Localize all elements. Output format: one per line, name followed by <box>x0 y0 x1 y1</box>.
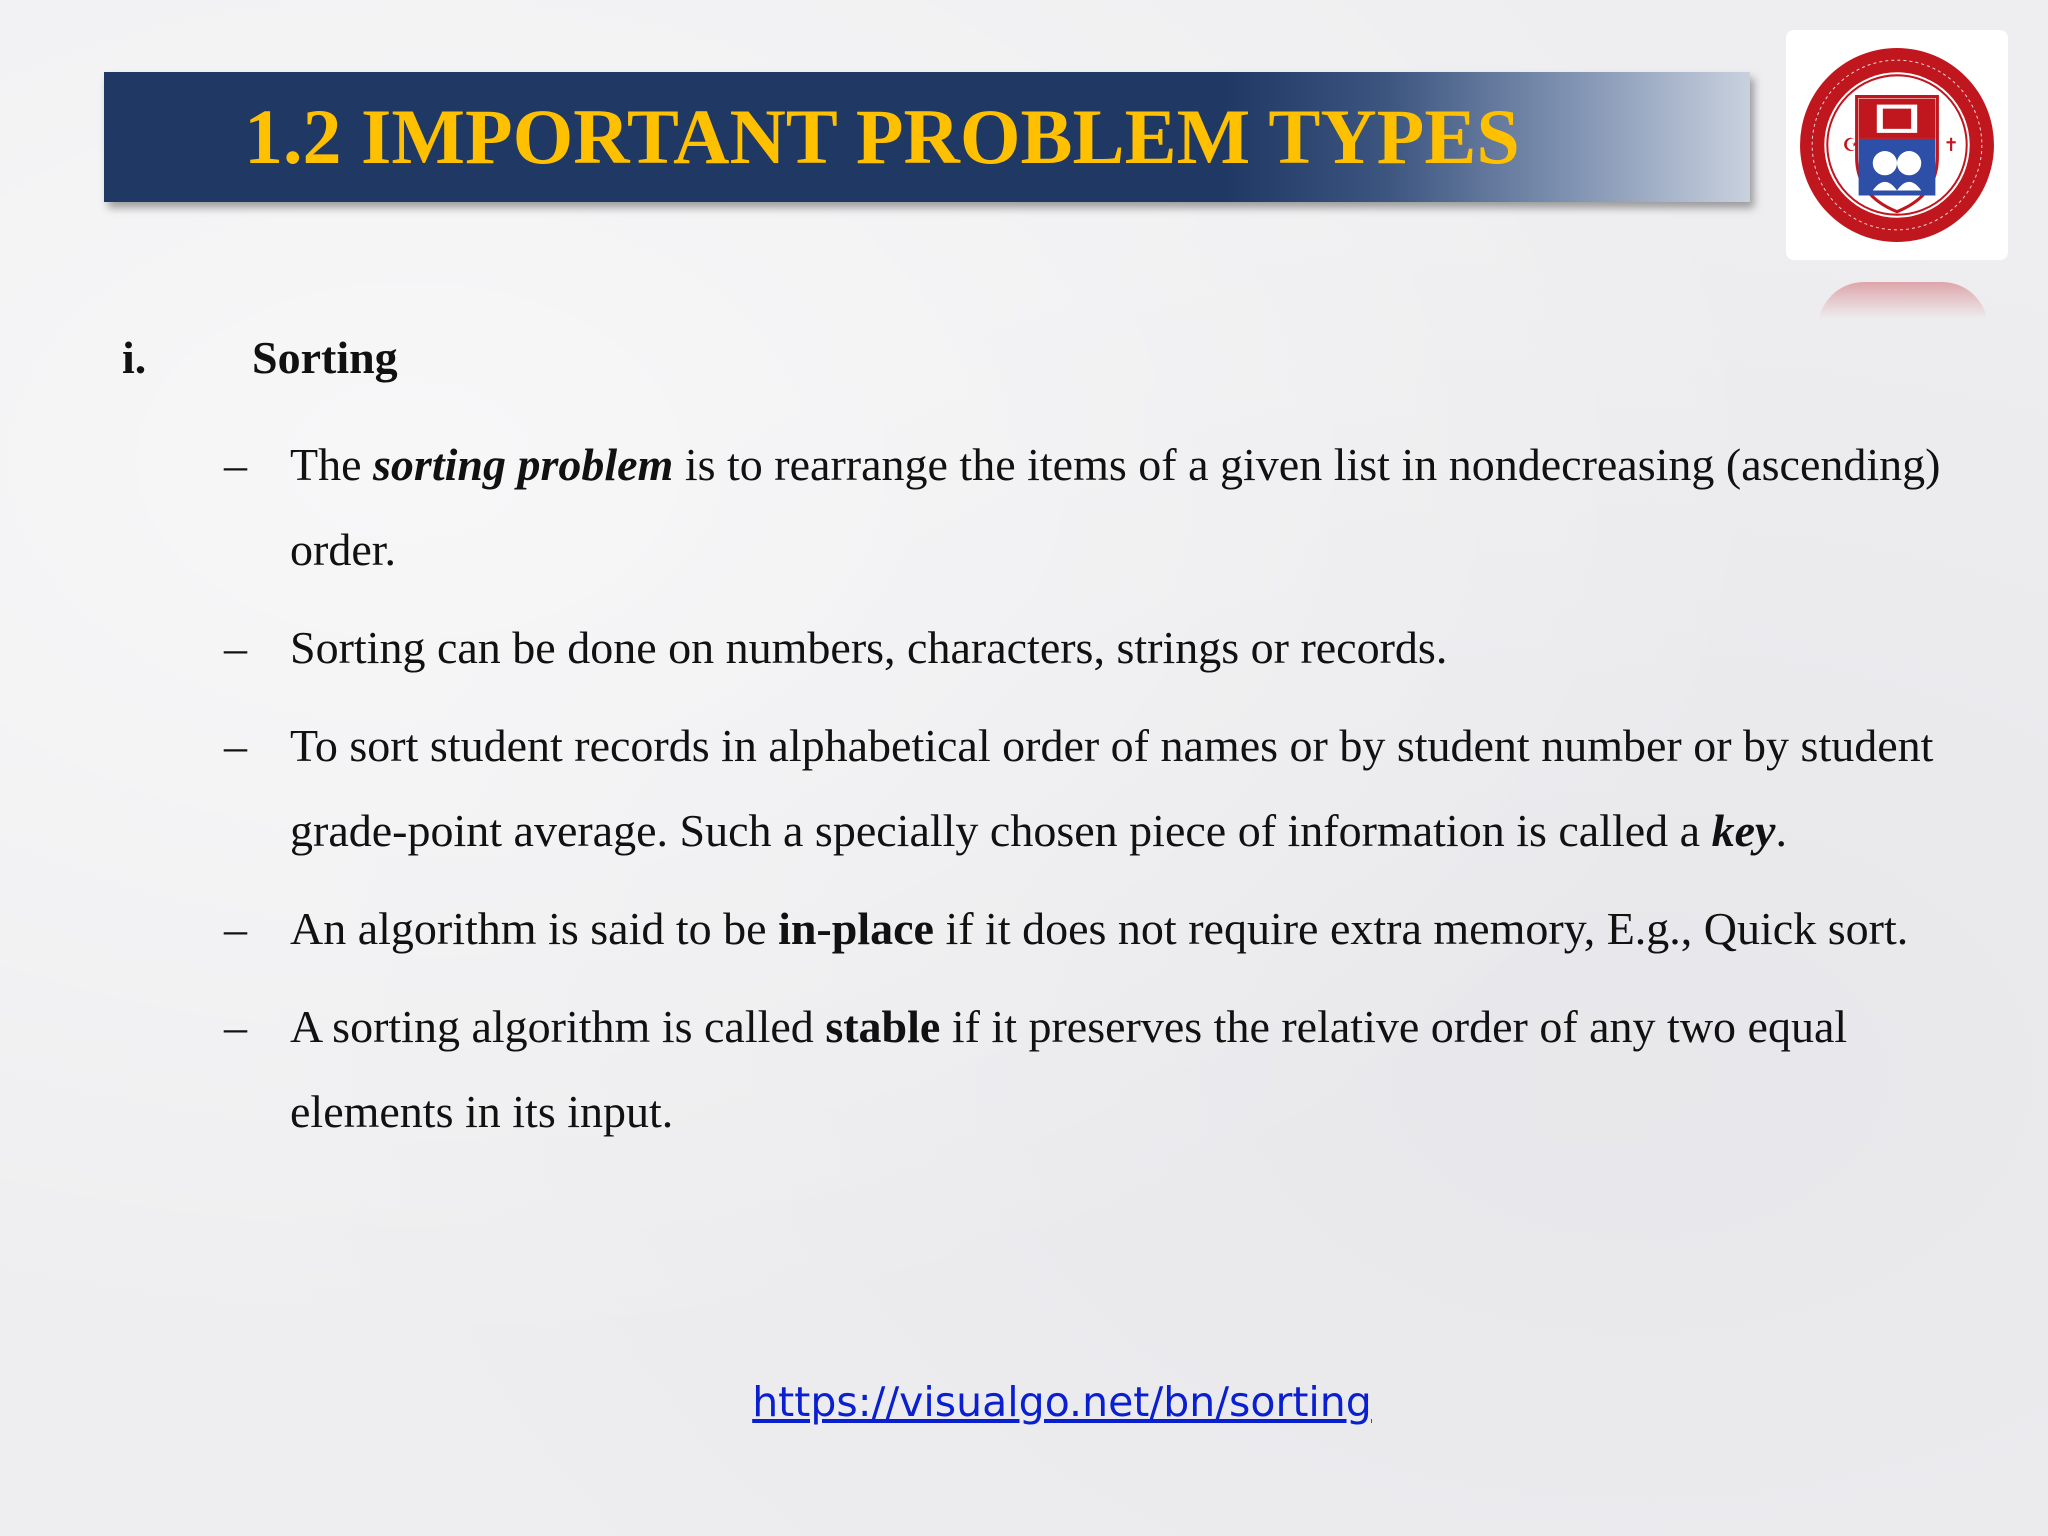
dash-marker: – <box>224 622 247 673</box>
section-title: Sorting <box>252 332 398 383</box>
section-number: i. <box>122 332 147 383</box>
bullet-text-pre: To sort student records in alphabetical order of names or by student number or by student grade-point average. Such a specially chosen piece of information is called a <box>290 720 1934 856</box>
term-in-place: in-place <box>778 903 934 954</box>
bullet-text: Sorting can be done on numbers, characters, strings or records. <box>290 622 1448 673</box>
bullet-text-post: if it does not require extra memory, E.g., Quick sort. <box>933 903 1909 954</box>
term-stable: stable <box>825 1001 941 1052</box>
term-sorting-problem: sorting problem <box>373 439 674 490</box>
dash-marker: – <box>224 1001 247 1052</box>
bullet-sorting-types <box>224 605 1944 690</box>
dash-marker: – <box>224 720 247 771</box>
bullet-text-pre: A sorting algorithm is called <box>290 1001 826 1052</box>
bullet-in-place <box>224 886 1944 971</box>
institute-seal-logo-icon <box>1796 44 1998 246</box>
section-heading <box>122 328 398 388</box>
dash-marker: – <box>224 439 247 490</box>
dash-marker: – <box>224 903 247 954</box>
bullet-text-pre: The <box>290 439 374 490</box>
term-key: key <box>1711 805 1776 856</box>
svg-text:✝: ✝ <box>1943 135 1959 157</box>
logo-reflection <box>1818 282 1988 328</box>
title-bar <box>104 72 1750 202</box>
bullet-text-pre: An algorithm is said to be <box>290 903 779 954</box>
bullet-list <box>224 422 1944 1167</box>
institute-logo <box>1786 30 2008 260</box>
slide-title: 1.2 IMPORTANT PROBLEM TYPES <box>244 93 1520 180</box>
bullet-sorting-problem <box>224 422 1944 592</box>
svg-text:☪: ☪ <box>1842 135 1859 157</box>
bullet-stable <box>224 984 1944 1154</box>
bullet-sorting-key <box>224 703 1944 873</box>
visualgo-link[interactable]: https://visualgo.net/bn/sorting <box>752 1378 1372 1426</box>
bullet-text-post: . <box>1775 805 1787 856</box>
bullet-text-post: is to rearrange the items of a given list in nondecreasing (ascending) order. <box>290 439 1941 575</box>
bullet-text-post: if it preserves the relative order of any two equal elements in its input. <box>290 1001 1848 1137</box>
